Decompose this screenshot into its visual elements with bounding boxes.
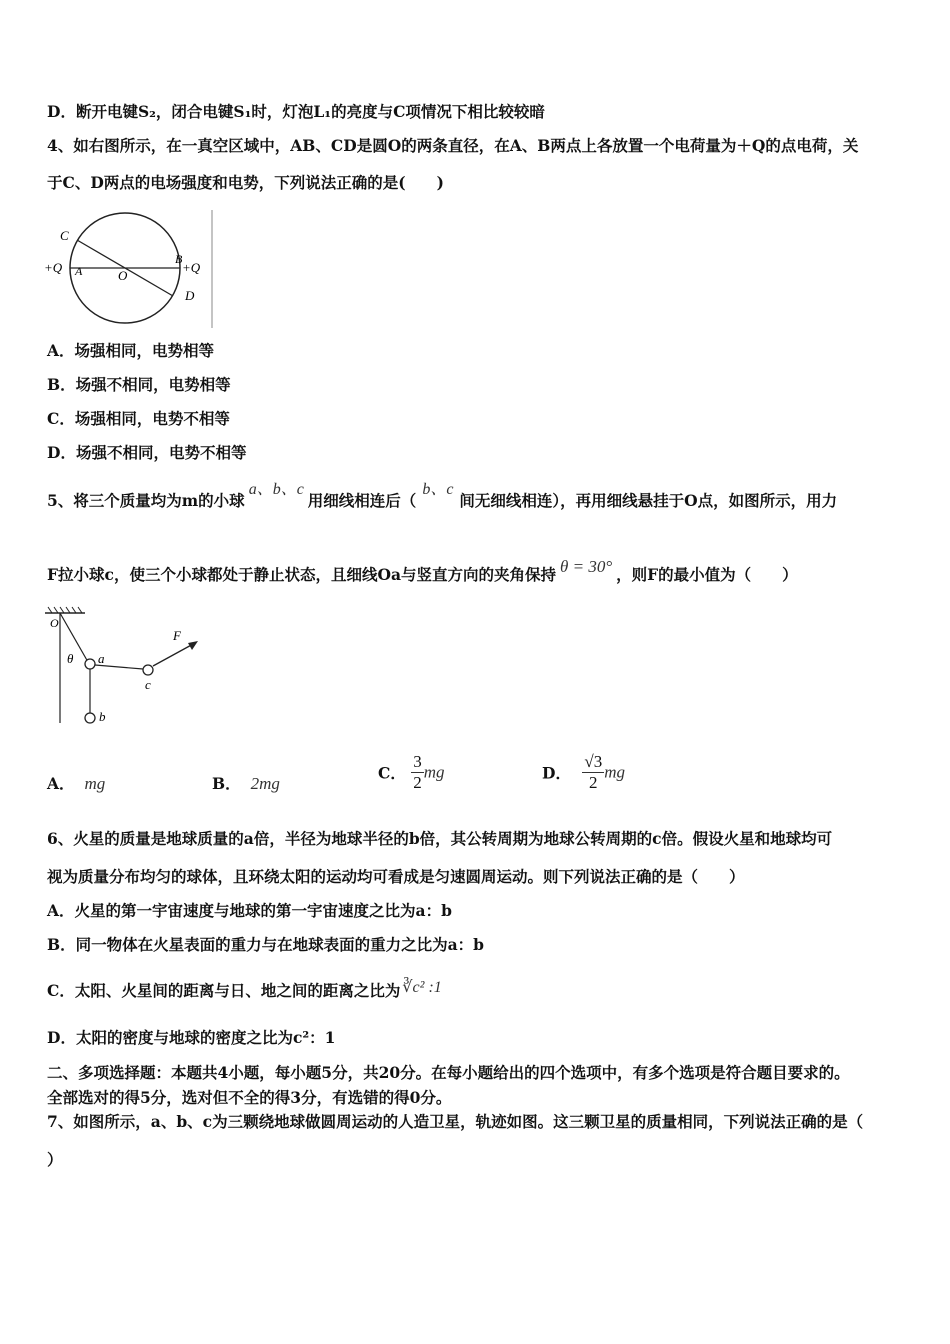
- q4-stem-line2: 于C、D两点的电场强度和电势，下列说法正确的是( ): [47, 173, 444, 192]
- q4-option-a: A．场强相同，电势相等: [47, 341, 215, 360]
- label-right-q: +Q: [182, 260, 201, 275]
- q6-option-b: B．同一物体在火星表面的重力与在地球表面的重力之比为a：b: [47, 935, 484, 954]
- q5-option-a-value: mg: [84, 774, 106, 793]
- q5-option-b: [212, 772, 280, 794]
- q5-option-d-denominator: 2: [589, 773, 598, 792]
- q5-option-c-tail: mg: [423, 762, 445, 782]
- q5-option-c-label: C．: [378, 763, 406, 783]
- q5-stem-line2: [47, 557, 798, 586]
- q7-stem-line1: 7、如图所示，a、b、c为三颗绕地球做圆周运动的人造卫星，轨迹如图。这三颗卫星的质量相同，下列说法正确的是（: [47, 1112, 864, 1131]
- q5-stem2-part-b: ，则F的最小值为（ ）: [616, 565, 798, 584]
- q4-option-c: C．场强相同，电势不相等: [47, 409, 230, 428]
- q6-option-d: D．太阳的密度与地球的密度之比为c²：1: [47, 1028, 336, 1047]
- label-left-q: +Q: [44, 260, 63, 275]
- q5-option-c-fraction: [411, 752, 424, 793]
- label-c: c: [145, 677, 151, 692]
- q4-stem-line1: 4、如右图所示，在一真空区域中，AB、CD是圆O的两条直径，在A、B两点上各放置一个电荷量为＋Q的点电荷，关: [47, 136, 859, 155]
- label-b: b: [99, 709, 106, 724]
- q6-option-c: [47, 980, 442, 1003]
- label-o: O: [50, 616, 59, 630]
- q5-option-a-label: A．: [47, 774, 75, 793]
- q5-option-c-denominator: 2: [413, 773, 422, 792]
- q5-stem-part-c: 间无细线相连），再用细线悬挂于O点，如图所示，用力: [459, 491, 838, 510]
- q5-option-d-tail: mg: [604, 762, 625, 782]
- q7-stem-line2: ）: [47, 1150, 63, 1169]
- q5-stem-part-a: 5、将三个质量均为m的小球: [47, 491, 245, 510]
- q3-option-d: D．断开电键S₂，闭合电键S₁时，灯泡L₁的亮度与C项情况下相比较较暗: [47, 102, 545, 121]
- string-oa: [60, 613, 88, 662]
- q6-stem-line1: 6、火星的质量是地球质量的a倍，半径为地球半径的b倍，其公转周期为地球公转周期的c倍。假设火星和地球均可: [47, 829, 833, 848]
- label-theta: θ: [67, 651, 74, 666]
- q5-option-a: [47, 772, 105, 794]
- q6-option-c-math: ∛c² :1: [402, 979, 442, 996]
- force-arrow-head: [188, 641, 198, 650]
- section2-line1: 二、多项选择题：本题共4小题，每小题5分，共20分。在每小题给出的四个选项中，有多个选项是符合题目要求的。: [47, 1063, 850, 1082]
- force-arrow: [153, 643, 195, 666]
- q5-option-b-value: 2mg: [250, 774, 280, 793]
- section2-line2: 全部选对的得5分，选对但不全的得3分，有选错的得0分。: [47, 1088, 452, 1107]
- q5-option-d-fraction: [582, 752, 604, 793]
- label-c: C: [60, 228, 69, 243]
- q5-stem-part-b: 用细线相连后（: [307, 491, 417, 510]
- label-a: a: [98, 651, 105, 666]
- q4-circle-figure: [40, 210, 220, 332]
- q5-option-c-numerator: 3: [413, 752, 422, 771]
- label-a: A: [75, 264, 83, 278]
- label-f: F: [173, 628, 181, 643]
- q5-pendulum-figure: [40, 605, 220, 730]
- label-b: B: [175, 252, 183, 266]
- ball-b: [85, 713, 95, 723]
- label-d: D: [185, 288, 195, 303]
- q5-option-b-label: B．: [212, 774, 241, 793]
- q6-stem-line2: 视为质量分布均匀的球体，且环绕太阳的运动均可看成是匀速圆周运动。则下列说法正确的是（ ）: [47, 867, 745, 886]
- q4-option-d: D．场强不相同，电势不相等: [47, 443, 247, 462]
- q4-option-b: B．场强不相同，电势相等: [47, 375, 231, 394]
- q6-option-a: A．火星的第一宇宙速度与地球的第一宇宙速度之比为a：b: [47, 901, 452, 920]
- ball-c: [143, 665, 153, 675]
- ball-a: [85, 659, 95, 669]
- q5-option-d-numerator: √3: [584, 752, 603, 771]
- q5-option-d-label: D．: [542, 763, 571, 783]
- q5-bc-math: b、c: [422, 481, 454, 498]
- q6-option-c-text: C．太阳、火星间的距离与日、地之间的距离之比为: [47, 981, 401, 1000]
- q5-stem-line1: [47, 481, 838, 513]
- q5-stem2-part-a: F拉小球c，使三个小球都处于静止状态，且细线Oa与竖直方向的夹角保持: [47, 565, 556, 584]
- q5-option-d: [542, 752, 625, 793]
- q5-theta-math: θ = 30°: [560, 557, 613, 576]
- q5-abc-math: a、b、c: [248, 481, 304, 498]
- q5-option-c: [378, 752, 445, 793]
- label-o: O: [118, 268, 128, 283]
